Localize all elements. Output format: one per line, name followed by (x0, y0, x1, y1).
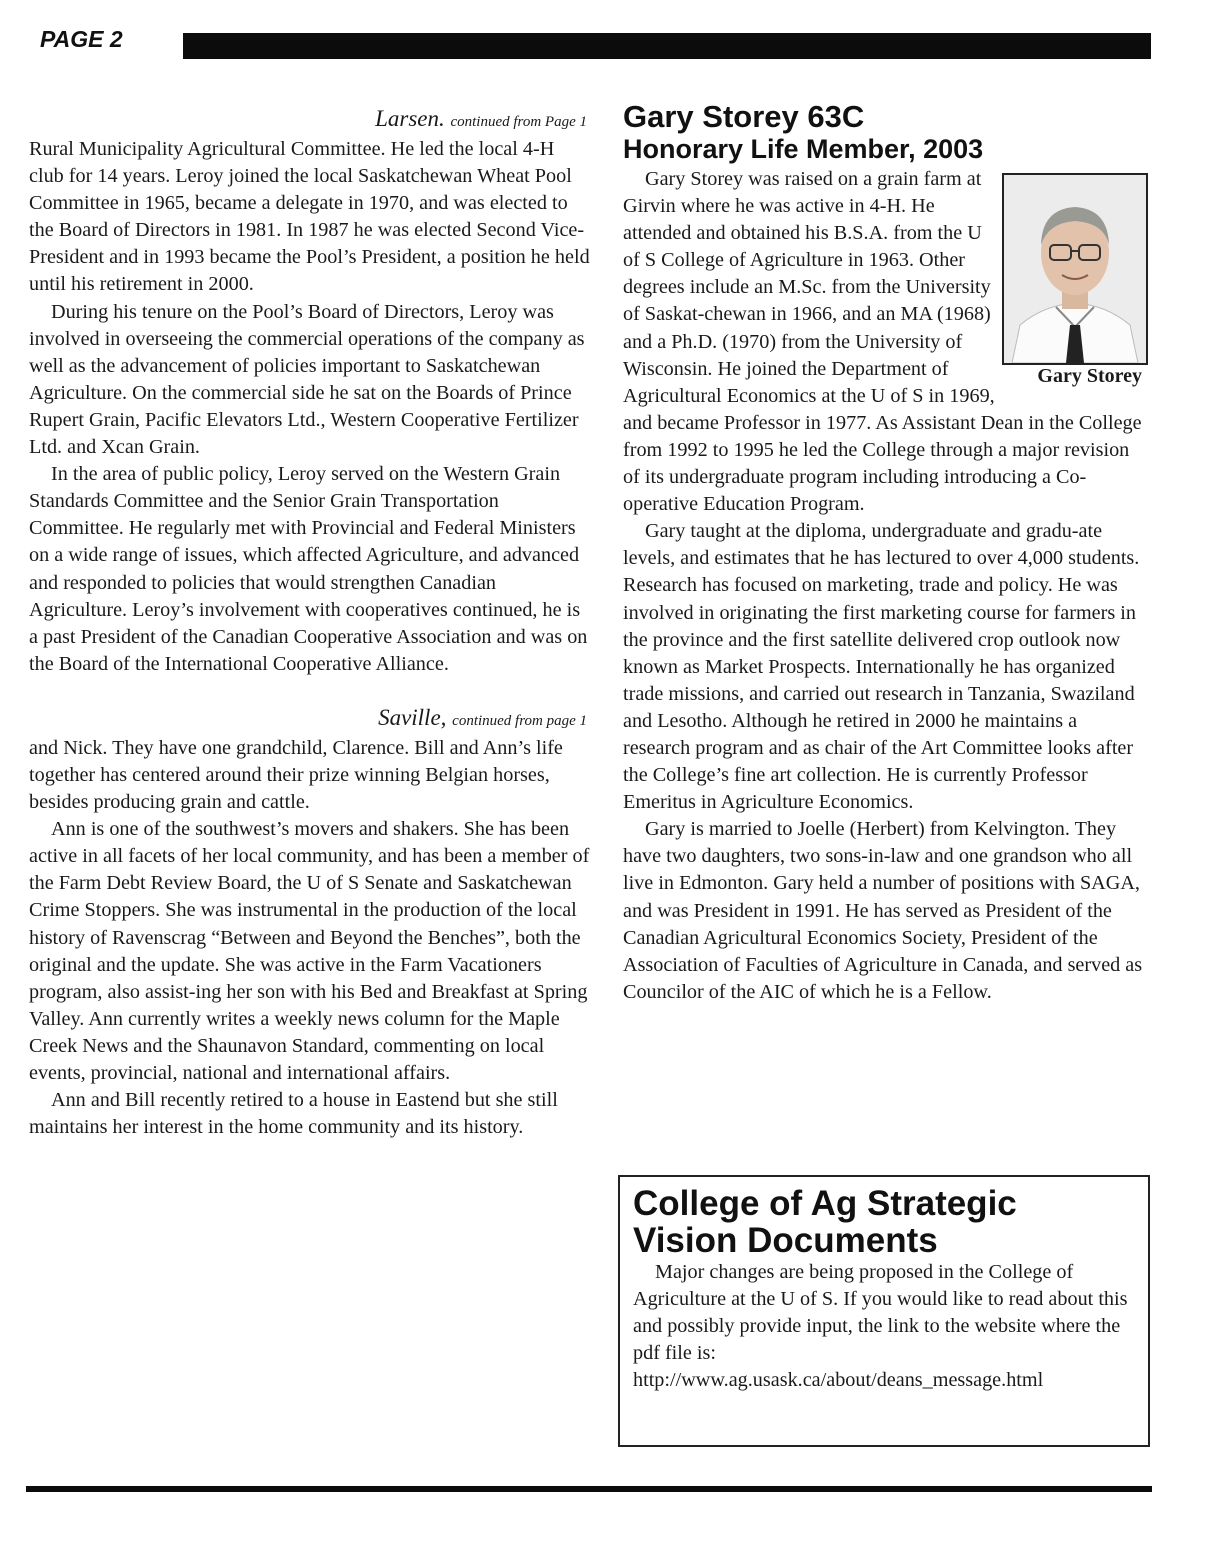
saville-paragraph: and Nick. They have one grandchild, Clarence. Bill and Ann’s life together has centered around their prize winning Belgian horses, besides producing grain and cattle. (29, 736, 563, 814)
saville-continued-line (29, 704, 587, 735)
storey-paragraph: Gary taught at the diploma, undergraduate and gradu-ate levels, and estimates that he has lectured to over 4,000 students. Research has focused on marketing, trade and policy. He was involved in originating the first marketing course for farmers in the province and the first satellite delivered crop outlook now known as Market Prospects. Internationally he has organized trade missions, and carried out research in Tanzania, Swaziland and Lesotho. Although he retired in 2000 he maintains a research program and as chair of the Art Committee looks after the College’s fine art collection. He is currently Professor Emeritus in Agriculture Economics. (623, 520, 1140, 814)
storey-paragraph: Gary is married to Joelle (Herbert) from Kelvington. They have two daughters, two sons-in-law and one grandson who all live in Edmonton. Gary held a number of positions with SAGA, and was President in 1991. He has served as President of the Canadian Agricultural Economics Society, President of the Association of Faculties of Agriculture in Canada, and served as Councilor of the AIC of which he is a Fellow. (623, 818, 1143, 1003)
vision-box-title (633, 1185, 1136, 1259)
article-title: Gary Storey 63C (623, 99, 865, 134)
saville-continued-note: continued from page 1 (452, 712, 587, 729)
larsen-paragraph: Rural Municipality Agricultural Committee. He led the local 4-H club for 14 years. Leroy joined the local Saskatchewan Wheat Pool Committee in 1965, became a delegate in 1970, and was elected to the Board of Directors in 1981. In 1987 he was elected Second Vice-President and in 1993 became the Pool’s President, a position he held until his retirement in 2000. (29, 138, 590, 296)
left-column (29, 105, 593, 1141)
header-bar (183, 33, 1151, 59)
vision-documents-box (618, 1175, 1150, 1447)
portrait-figure (1002, 173, 1148, 389)
vision-box-url[interactable]: http://www.ag.usask.ca/about/deans_message.html (633, 1369, 1044, 1392)
vision-box-title-line2: Vision Documents (633, 1221, 938, 1260)
saville-continued-name: Saville, (378, 704, 447, 730)
vision-box-text: Major changes are being proposed in the College of Agriculture at the U of S. If you would like to read about this and possibly provide input, the link to the website where the pdf file is: (633, 1261, 1128, 1365)
larsen-continued-note: continued from Page 1 (450, 114, 587, 130)
vision-box-body (633, 1259, 1136, 1394)
saville-paragraph: Ann is one of the southwest’s movers and shakers. She has been active in all facets of her local community, and has been a member of the Farm Debt Review Board, the U of S Senate and Saskatchewan Crime Stoppers. She was instrumental in the production of the local history of Ravenscrag “Between and Beyond the Benches”, both the original and the update. She was active in the Farm Vacationers program, also assist-ing her son with his Bed and Breakfast at Spring Valley. Ann currently writes a weekly news column for the Maple Creek News and the Shaunavon Standard, commenting on local events, provincial, national and international affairs. (29, 818, 590, 1084)
larsen-paragraph: During his tenure on the Pool’s Board of Directors, Leroy was involved in overseeing the commercial operations of the company as well as the advancement of policies important to Saskatchewan Agriculture. On the commercial side he sat on the Boards of Prince Rupert Grain, Pacific Elevators Ltd., Western Cooperative Fertilizer Ltd. and Xcan Grain. (29, 300, 585, 459)
portrait-photo (1002, 173, 1148, 365)
larsen-continued-name: Larsen. (375, 106, 445, 131)
larsen-continued-line (29, 105, 587, 136)
storey-paragraph: Gary Storey was raised on a grain farm at Girvin where he was active in 4-H. He attended and obtained his B.S.A. from the U of S College of Agriculture in 1963. Other degrees include an M.Sc. from the University of Saskat-chewan in 1966, and an MA (1968) and a Ph.D. (1970) from the University of Wisconsin. He joined the Department of Agricultural Economics at the U of S in 1969, and became Professor in 1977. As Assistant Dean in the College from 1992 to 1995 he led the College through a major revision of its undergraduate program including introducing a Co-operative Education Program. (623, 168, 1142, 516)
portrait-caption: Gary Storey (1037, 365, 1142, 387)
saville-paragraph: Ann and Bill recently retired to a house in Eastend but she still maintains her interest in the home community and its history. (29, 1089, 558, 1139)
right-column (623, 100, 1148, 1006)
article-subtitle: Honorary Life Member, 2003 (623, 134, 984, 164)
vision-box-title-line1: College of Ag Strategic (633, 1184, 1017, 1223)
footer-rule (26, 1486, 1152, 1492)
page-number: PAGE 2 (40, 26, 123, 52)
larsen-paragraph: In the area of public policy, Leroy served on the Western Grain Standards Committee and the Senior Grain Transportation Committee. He regularly met with Provincial and Federal Ministers on a wide range of issues, which affected Agriculture, and advanced and responded to policies that would strengthen Canadian Agriculture. Leroy’s involvement with cooperatives continued, he is a past President of the Canadian Cooperative Association and was on the Board of the International Cooperative Alliance. (29, 463, 588, 675)
